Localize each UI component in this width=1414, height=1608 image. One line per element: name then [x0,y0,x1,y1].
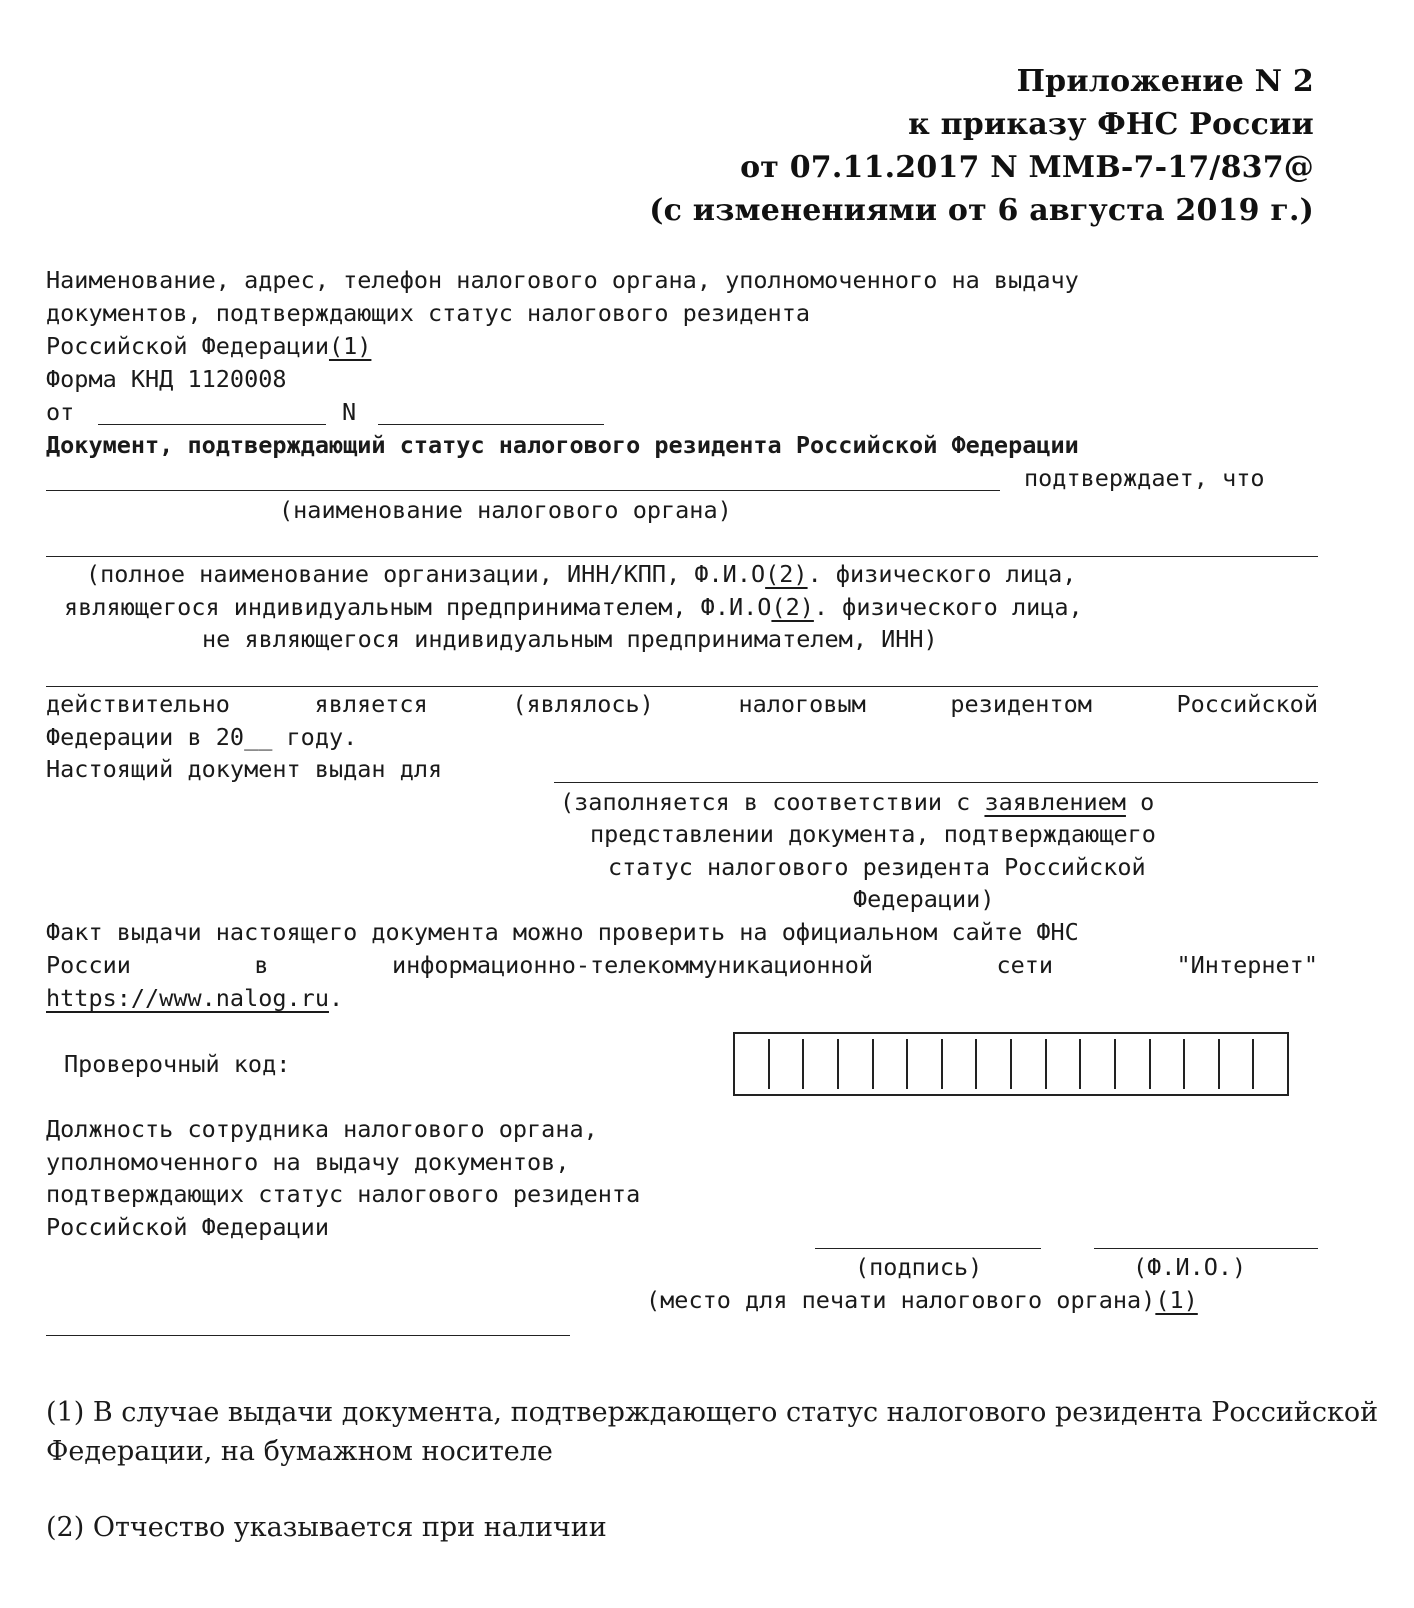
appendix-header [649,60,1314,232]
check-code-cell[interactable] [1012,1039,1047,1089]
resident-word: Российской [1176,690,1318,718]
form-code: Форма КНД 1120008 [46,365,287,393]
resident-word: (являлось) [512,690,654,718]
nalog-url-link[interactable]: https://www.nalog.ru [46,984,329,1012]
date-field[interactable] [98,424,326,425]
taxpayer-caption-2 [64,591,1083,624]
resident-word: резидентом [950,690,1092,718]
issued-for-caption-3: статус налогового резидента Российской [608,853,1146,881]
officer-position-2: уполномоченного на выдачу документов, [46,1148,570,1176]
resident-year-line: Федерации в 20__ году. [46,723,358,751]
verify-line-2 [46,949,1318,982]
check-code-cell[interactable] [804,1039,839,1089]
issued-for-caption-1 [560,786,1154,819]
taxpayer-caption-2-text: являющегося индивидуальным предпринимателем, Ф.И.О [64,593,772,621]
verify-url-tail: . [328,984,344,1012]
issued-for-caption-2: представлении документа, подтверждающего [590,820,1156,848]
stamp-caption [646,1284,1198,1317]
footnote-ref-2[interactable]: (2) [765,560,808,588]
verify-word: сети [996,951,1054,979]
signature-caption: (подпись) [855,1253,983,1281]
issued-for-label: Настоящий документ выдан для [46,755,443,783]
stamp-caption-text: (место для печати налогового органа) [646,1286,1156,1314]
issuer-line-3 [46,330,371,363]
verify-line-1: Факт выдачи настоящего документа можно проверить на официальном сайте ФНС [46,918,1079,946]
check-code-cell[interactable] [1185,1039,1220,1089]
verify-word: России [46,951,131,979]
tax-authority-field[interactable] [46,490,1000,491]
taxpayer-caption-2-tail: . физического лица, [813,593,1083,621]
check-code-cell[interactable] [735,1039,770,1089]
issuer-line-2: документов, подтверждающих статус налогового резидента [46,299,811,327]
officer-name-caption: (Ф.И.О.) [1133,1253,1247,1281]
appendix-amendments: (с изменениями от 6 августа 2019 г.) [649,193,1314,228]
footnote-2: (2) Отчество указывается при наличии [46,1512,607,1543]
check-code-cell[interactable] [770,1039,805,1089]
check-code-cell[interactable] [1151,1039,1186,1089]
verify-word: "Интернет" [1176,951,1318,979]
number-field[interactable] [378,424,604,425]
officer-position-4: Российской Федерации [46,1213,329,1241]
number-label: N [342,398,357,426]
issuer-line-3-text: Российской Федерации [46,332,329,360]
footnote-1-line-2: Федерации, на бумажном носителе [46,1436,553,1467]
taxpayer-caption-1-text: (полное наименование организации, ИНН/КПП, Ф.И.О [86,560,766,588]
issued-for-caption-1-tail: о [1125,788,1155,816]
appendix-number: Приложение N 2 [1016,64,1314,99]
issued-for-field[interactable] [554,782,1318,783]
taxpayer-caption-1-tail: . физического лица, [807,560,1077,588]
footnote-separator [46,1335,570,1336]
document-title: Документ, подтверждающий статус налогового резидента Российской Федерации [46,431,1079,459]
footnote-ref-1b[interactable]: (1) [1155,1286,1198,1314]
check-code-cell[interactable] [1254,1039,1287,1089]
check-code-cell[interactable] [839,1039,874,1089]
issued-for-caption-1-text: (заполняется в соответствии с [560,788,985,816]
footnote-ref-2b[interactable]: (2) [771,593,814,621]
signature-field[interactable] [815,1248,1041,1249]
taxpayer-field[interactable] [46,556,1318,557]
verify-line-3 [46,982,343,1015]
officer-name-field[interactable] [1094,1248,1318,1249]
officer-position-1: Должность сотрудника налогового органа, [46,1115,598,1143]
check-code-cell[interactable] [1081,1039,1116,1089]
check-code-cell[interactable] [977,1039,1012,1089]
verify-word: в [254,951,269,979]
resident-word: налоговым [738,690,866,718]
tax-authority-caption: (наименование налогового органа) [279,496,732,524]
check-code-cell[interactable] [1116,1039,1151,1089]
check-code-cell[interactable] [1220,1039,1255,1089]
check-code-cell[interactable] [908,1039,943,1089]
issuer-line-1: Наименование, адрес, телефон налогового органа, уполномоченного на выдачу [46,266,1079,294]
resident-word: действительно [46,690,230,718]
check-code-label: Проверочный код: [64,1050,291,1078]
check-code-cell[interactable] [943,1039,978,1089]
verify-word: информационно-телекоммуникационной [391,951,873,979]
taxpayer-caption-1 [86,558,1076,591]
check-code-cell[interactable] [874,1039,909,1089]
officer-position-3: подтверждающих статус налогового резидента [46,1180,641,1208]
appendix-order: к приказу ФНС России [908,107,1314,142]
resident-word: является [314,690,428,718]
resident-statement-line-1 [46,688,1318,721]
issued-for-caption-4: Федерации) [853,885,995,913]
taxpayer-caption-3: не являющегося индивидуальным предпринимателем, ИНН) [202,625,938,653]
check-code-cell[interactable] [1047,1039,1082,1089]
appendix-order-date: от 07.11.2017 N ММВ-7-17/837@ [740,150,1314,185]
confirms-text: подтверждает, что [1024,464,1265,492]
date-label: от [46,398,75,426]
application-link[interactable]: заявлением [984,788,1126,816]
footnote-ref-1[interactable]: (1) [328,332,372,360]
resident-blank-line[interactable] [46,686,1318,687]
check-code-boxes[interactable] [733,1032,1289,1096]
footnote-1-line-1: (1) В случае выдачи документа, подтверждающего статус налогового резидента Российской [46,1397,1379,1428]
